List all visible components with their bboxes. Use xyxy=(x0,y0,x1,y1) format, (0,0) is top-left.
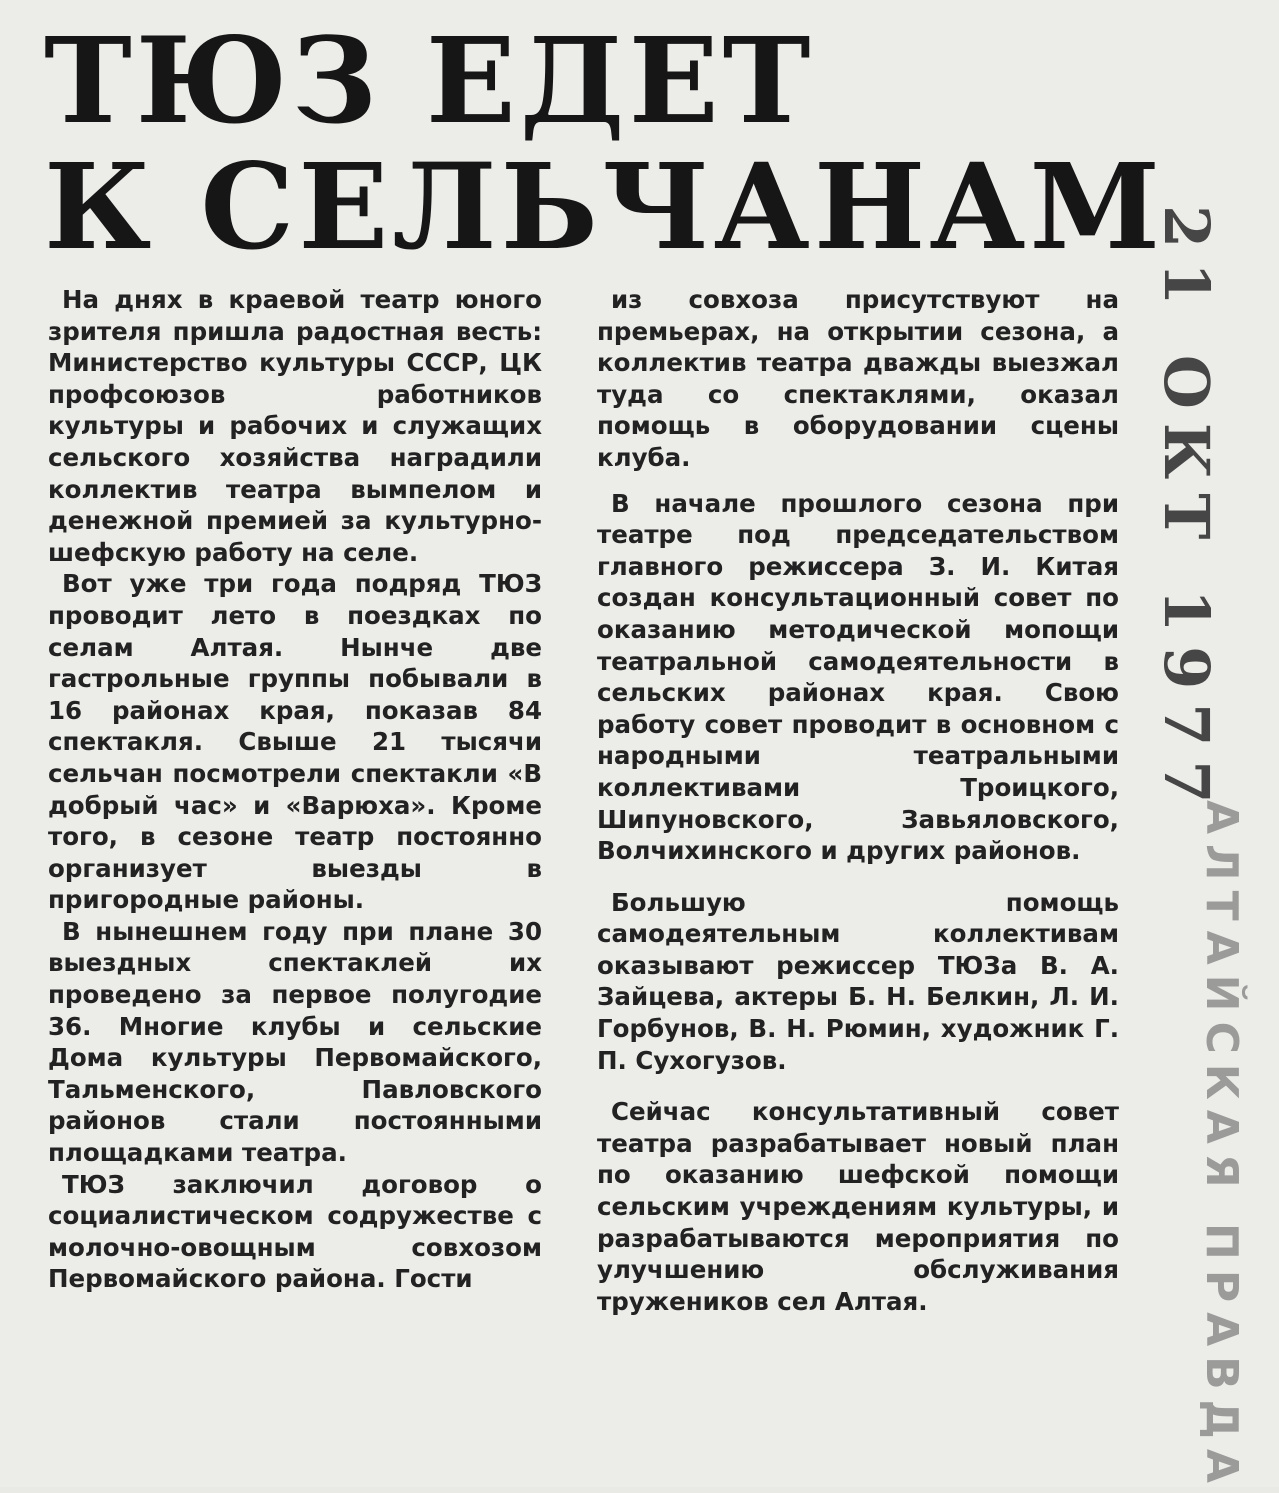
headline xyxy=(44,11,1165,276)
paragraph: В начале прошлого сезона при театре под председательством главного режиссера З. И. Китая создан консультационный совет по оказанию методической мопощи театральной самодеятельности в сельских районах края. Свою работу совет проводит в основном с народными театральными коллективами Троицкого, Шипуновского, Завьяловского, Волчихинского и других районов. xyxy=(597,488,1119,866)
paragraph: Сейчас консультативный совет театра разрабатывает новый план по оказанию шефской помощи сельским учреждениям культуры, и разрабатываются мероприятия по улучшению обслуживания тружеников сел Алтая. xyxy=(597,1097,1119,1316)
paragraph: Вот уже три года подряд ТЮЗ проводит лето в поездках по селам Алтая. Нынче две гастрольные группы побывали в 16 районах края, показав 84 спектакля. Свыше 21 тысячи сельчан посмотрели спектакли «В добрый час» и «Варюха». Кроме того, в сезоне театр постоянно организует выезды в пригородные районы. xyxy=(48,569,542,915)
paragraph: из совхоза присутствуют на премьерах, на открытии сезона, а коллектив театра дважды выезжал туда со спектаклями, оказал помощь в оборудовании сцены клуба. xyxy=(597,285,1119,472)
date-stamp: 21 ОКТ 1977 xyxy=(1150,205,1223,818)
article-column-left xyxy=(48,284,542,1295)
paragraph: Большую помощь самодеятельным коллективам оказывают режиссер ТЮЗа В. А. Зайцева, актеры Б. Н. Белкин, Л. И. Горбунов, В. Н. Рюмин, художник Г. П. Сухогузов. xyxy=(597,887,1119,1075)
headline-line-1: ТЮЗ ЕДЕТ xyxy=(44,11,815,150)
headline-line-2: К СЕЛЬЧАНАМ xyxy=(44,137,1165,276)
paragraph: В нынешнем году при плане 30 выездных спектаклей их проведено за первое полугодие 36. Многие клубы и сельские Дома культуры Первомайского, Тальменского, Павловского районов стали постоянными площадками театра. xyxy=(48,916,542,1168)
paragraph: ТЮЗ заключил договор о социалистическом содружестве с молочно-овощным совхозом Первомайского района. Гости xyxy=(48,1169,542,1294)
source-stamp: АЛТАЙСКАЯ ПРАВДА xyxy=(1196,800,1247,1493)
article-column-right xyxy=(597,284,1119,1317)
paragraph: На днях в краевой театр юного зрителя пришла радостная весть: Министерство культуры СССР, ЦК профсоюзов работников культуры и рабочих и служащих сельского хозяйства наградили коллектив театра вымпелом и денежной премией за культурно-шефскую работу на селе. xyxy=(48,285,542,567)
